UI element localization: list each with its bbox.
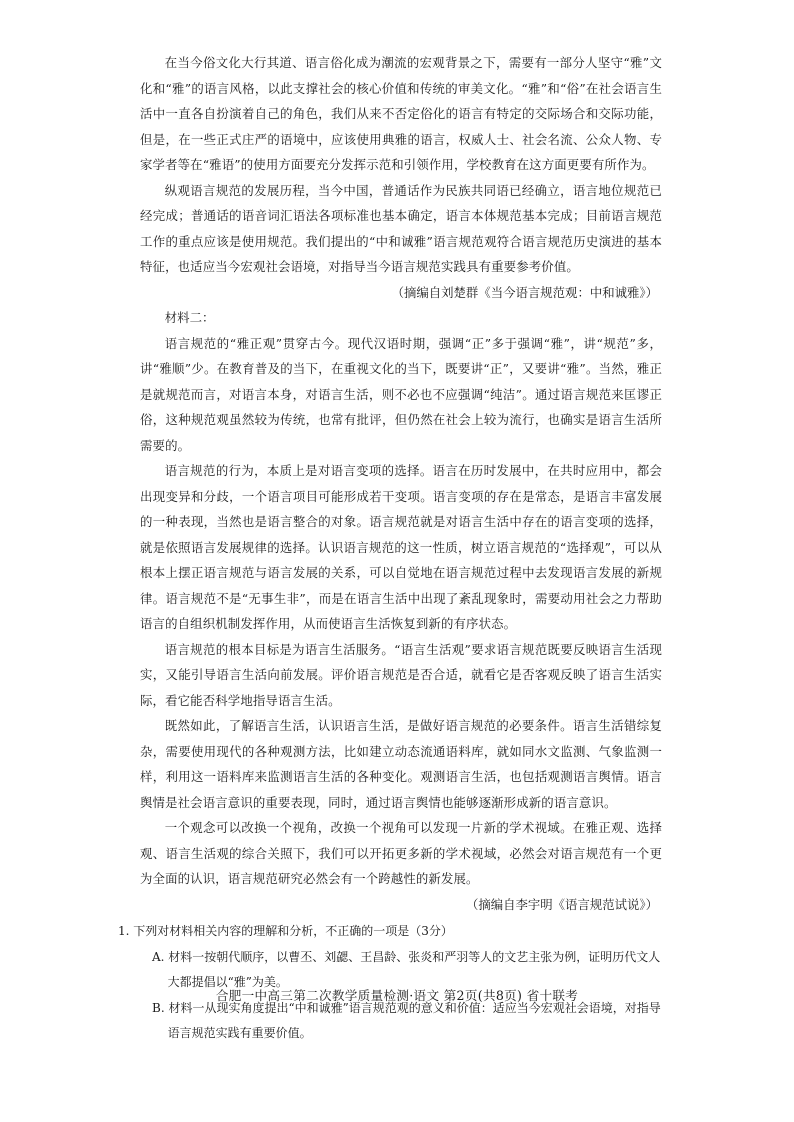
paragraph: 纵观语言规范的发展历程，当今中国，普通话作为民族共同语已经确立，语言地位规范已经完成；普通话的语音词汇语法各项标准也基本确定，语言本体规范基本完成；目前语言规范工作的重点应该是使用规范。我们提出的“中和诚雅”语言规范观符合语言规范历史演进的基本特征，也适应当今宏观社会语境，对指导当今语言规范实践具有重要参考价值。 <box>140 182 662 274</box>
paragraph: 语言规范的“雅正观”贯穿古今。现代汉语时期，强调“正”多于强调“雅”，讲“规范”多，讲“雅顺”少。在教育普及的当下，在重视文化的当下，既要讲“正”，又要讲“雅”。当然，雅正是就规范而言，对语言本身，对语言生活，则不必也不应强调“纯洁”。通过语言规范来匡谬正俗，这种规范观虽然较为传统，也常有批评，但仍然在社会上较为流行，也确实是语言生活所需要的。 <box>140 335 662 453</box>
paragraph: 在当今俗文化大行其道、语言俗化成为潮流的宏观背景之下，需要有一部分人坚守“雅”文化和“雅”的语言风格，以此支撑社会的核心价值和传统的审美文化。“雅”和“俗”在社会语言生活中一直各自扮演着自己的角色，我们从来不否定俗化的语言有特定的交际场合和交际功能，但是，在一些正式庄严的语境中，应该使用典雅的语言，权威人士、社会名流、公众人物、专家学者等在“雅语”的使用方面要充分发挥示范和引领作用，学校教育在这方面更要有所作为。 <box>140 55 662 172</box>
option-b: B. 材料一从现实角度提出“中和诚雅”语言规范观的意义和价值：适应当今宏观社会语境，对指导语言规范实践有重要价值。 <box>152 1000 661 1040</box>
source-citation-1: （摘编自刘楚群《当今语言规范观：中和诚雅》） <box>391 284 658 300</box>
page-footer: 合肥一中高三第二次教学质量检测·语文 第2页(共8页) 省十联考 <box>215 988 579 1003</box>
paragraph: 一个观念可以改换一个视角，改换一个视角可以发现一片新的学术视域。在雅正观、选择观、语言生活观的综合关照下，我们可以开拓更多新的学术视域，必然会对语言规范有一个更为全面的认识，语言规范研究必然会有一个跨越性的新发展。 <box>140 820 662 886</box>
paragraph: 语言规范的根本目标是为语言生活服务。“语言生活观”要求语言规范既要反映语言生活现实，又能引导语言生活向前发展。评价语言规范是否合适，就看它是否客观反映了语言生活实际，看它能否科学地指导语言生活。 <box>140 641 662 708</box>
paragraph: 既然如此，了解语言生活，认识语言生活，是做好语言规范的必要条件。语言生活错综复杂，需要使用现代的各种观测方法，比如建立动态流通语料库，就如同水文监测、气象监测一样，利用这一语料库来监测语言生活的各种变化。观测语言生活，也包括观测语言舆情。语言舆情是社会语言意识的重要表现，同时，通过语言舆情也能够逐渐形成新的语言意识。 <box>140 718 662 810</box>
material2-heading: 材料二： <box>164 310 215 325</box>
question-stem: 1. 下列对材料相关内容的理解和分析，不正确的一项是（3分） <box>118 924 453 938</box>
option-a: A. 材料一按朝代顺序，以曹丕、刘勰、王昌龄、张炎和严羽等人的文艺主张为例，证明历代文人大都提倡以“雅”为美。 <box>152 949 661 989</box>
paragraph: 语言规范的行为，本质上是对语言变项的选择。语言在历时发展中，在共时应用中，都会出现变异和分歧，一个语言项目可能形成若干变项。语言变项的存在是常态，是语言丰富发展的一种表现，当然也是语言整合的对象。语言规范就是对语言生活中存在的语言变项的选择，就是依照语言发展规律的选择。认识语言规范的这一性质，树立语言规范的“选择观”，可以从根本上摆正语言规范与语言发展的关系，可以自觉地在语言规范过程中去发现语言发展的新规律。语言规范不是“无事生非”，而是在语言生活中出现了紊乱现象时，需要动用社会之力帮助语言的自组织机制发挥作用，从而使语言生活恢复到新的有序状态。 <box>140 463 662 631</box>
source-citation-2: （摘编自李宇明《语言规范试说》） <box>465 896 658 912</box>
